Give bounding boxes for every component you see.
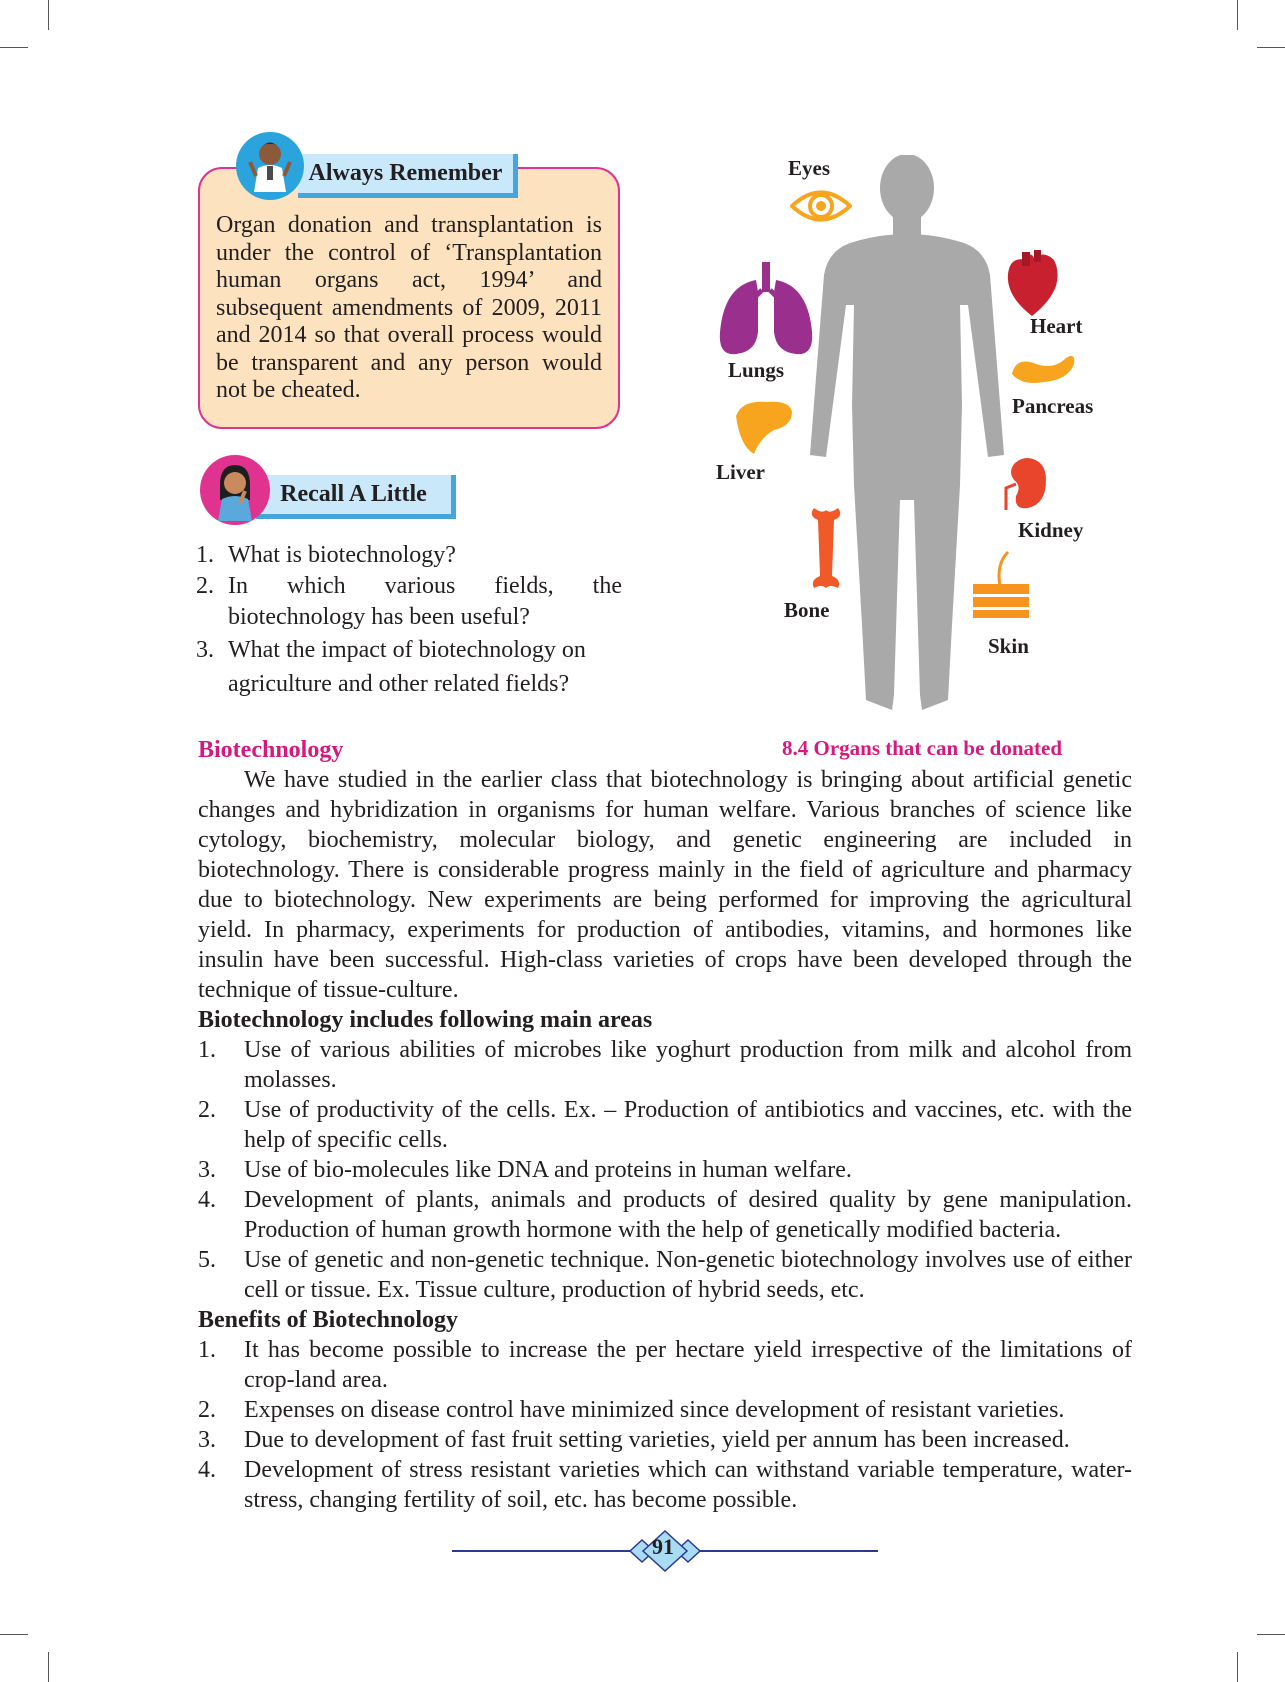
areas-heading: Biotechnology includes following main areas <box>198 1007 653 1033</box>
list-item: 3. Use of bio-molecules like DNA and proteins in human welfare. <box>198 1157 852 1183</box>
list-item: 2. In which various fields, the biotechnology has been useful? <box>196 573 622 630</box>
human-body-figure <box>790 155 1020 715</box>
pancreas-icon <box>1010 350 1076 388</box>
liver-icon <box>732 398 794 456</box>
label-heart: Heart <box>1030 314 1083 338</box>
list-item: 1. What is biotechnology? <box>196 542 456 568</box>
crop-mark <box>1237 0 1238 30</box>
list-item: 4. Development of plants, animals and products of desired quality by gene manipulation. Production of human growth hormone with the help of genetically modified bacteria. <box>198 1187 1132 1243</box>
label-lungs: Lungs <box>728 358 785 382</box>
label-liver: Liver <box>716 460 765 484</box>
list-item: 3. What the impact of biotechnology on agriculture and other related fields? <box>196 637 586 697</box>
label-bone: Bone <box>784 598 830 622</box>
lungs-icon <box>716 262 816 358</box>
list-item: 1. It has become possible to increase the per hectare yield irrespective of the limitations of crop-land area. <box>198 1337 1132 1393</box>
always-remember-tag <box>298 154 518 198</box>
girl-mascot-icon <box>200 455 270 525</box>
recall-title: Recall A Little <box>280 481 427 507</box>
list-item: 5. Use of genetic and non-genetic technique. Non-genetic biotechnology involves use of either cell or tissue. Ex. Tissue culture, production of hybrid seeds, etc. <box>198 1247 1132 1303</box>
label-eyes: Eyes <box>788 156 830 180</box>
recall-list <box>196 540 622 701</box>
figure-caption: 8.4 Organs that can be donated <box>782 736 1063 760</box>
label-pancreas: Pancreas <box>1012 394 1094 418</box>
list-item: 1. Use of various abilities of microbes like yoghurt production from milk and alcohol from molasses. <box>198 1037 1132 1093</box>
skin-icon <box>970 550 1032 622</box>
always-remember-title: Always Remember <box>308 160 503 186</box>
crop-mark <box>48 0 49 30</box>
list-item: 4. Development of stress resistant varieties which can withstand variable temperature, water-stress, changing fertility of soil, etc. has become possible. <box>198 1457 1132 1513</box>
benefits-heading: Benefits of Biotechnology <box>198 1307 458 1333</box>
crop-mark <box>1257 1634 1285 1635</box>
crop-mark <box>48 1652 49 1682</box>
crop-mark <box>1237 1652 1238 1682</box>
eye-icon <box>790 185 852 227</box>
crop-mark <box>1257 47 1285 48</box>
list-item: 3. Due to development of fast fruit setting varieties, yield per annum has been increased. <box>198 1427 1070 1453</box>
recall-tag <box>256 475 456 519</box>
label-skin: Skin <box>988 634 1029 658</box>
list-item: 2. Expenses on disease control have minimized since development of resistant varieties. <box>198 1397 1065 1423</box>
always-remember-text: Organ donation and transplantation is under the control of ‘Transplantation human organs act, 1994’ and subsequent amendments of 2009, 2011 and 2014 so that overall process would be transparent and any person would not be cheated. <box>216 212 602 403</box>
boy-mascot-icon <box>236 132 304 200</box>
kidney-icon <box>1002 456 1048 512</box>
crop-mark <box>0 1634 28 1635</box>
intro-paragraph: We have studied in the earlier class that biotechnology is bringing about artificial genetic changes and hybridization in organisms for human welfare. Various branches of science like cytology, biochemistry, molecular biology, and genetic engineering are included in biotechnology. There is considerable progress mainly in the field of agriculture and pharmacy due to biotechnology. New experiments are being performed for improving the agricultural yield. In pharmacy, experiments for production of antibodies, vitamins, and hormones like insulin have been successful. High-class varieties of crops have been developed through the technique of tissue-culture. <box>198 767 1132 1003</box>
list-item: 2. Use of productivity of the cells. Ex. – Production of antibiotics and vaccines, etc. with the help of specific cells. <box>198 1097 1132 1153</box>
section-heading: Biotechnology <box>198 737 344 763</box>
biotech-section <box>198 735 1132 1515</box>
bone-icon <box>808 506 844 590</box>
crop-mark <box>0 47 28 48</box>
label-kidney: Kidney <box>1018 518 1084 542</box>
page-number: 91 <box>652 1534 674 1559</box>
heart-icon <box>1004 250 1060 318</box>
